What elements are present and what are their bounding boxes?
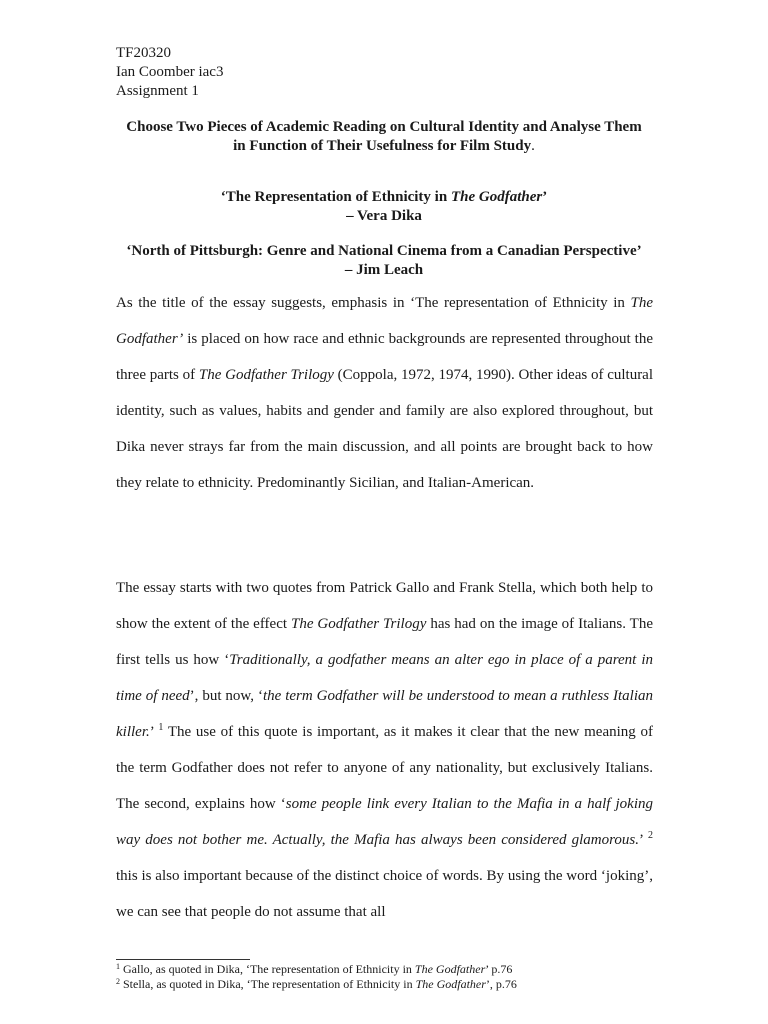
footnote-2: $^2$ Stella, as quoted in Dika, ‘The representation of Ethnicity in The Godfather’, p.76 <box>116 977 517 991</box>
reading-author: – Vera Dika <box>346 208 422 224</box>
footnote-ref-2[interactable]: 2 <box>648 830 653 841</box>
essay-title-line-2: in Function of Their Usefulness for Film Study. <box>233 138 535 154</box>
reading-title: ‘The Representation of Ethnicity in The Godfather’ <box>220 189 548 205</box>
body-paragraph-2: The essay starts with two quotes from Patrick Gallo and Frank Stella, which both help to show the extent of the effect The Godfather Trilogy has had on the image of Italians. The first tells us how ‘Traditionally, a godfather means an alter ego in place of a parent in time of need’, but now, ‘the term Godfather will be understood to mean a ruthless Italian killer.’ $^1$ The use of this quote is important, as it makes it clear that the new meaning of the term Godfather does not refer to anyone of any nationality, but exclusively Italians. The second, explains how ‘some people link every Italian to the Mafia in a half joking way does not bother me. Actually, the Mafia has always been considered glamorous.’ $^2$ this is also important because of the distinct choice of words. By using the word ‘joking’, we can see that people do not assume that all <box>116 580 654 920</box>
course-code: TF20320 <box>116 45 172 61</box>
author-name: Ian Coomber iac3 <box>116 64 224 80</box>
footnote-1: $^1$ Gallo, as quoted in Dika, ‘The representation of Ethnicity in The Godfather’ p.76 <box>116 962 513 976</box>
reading-reference-1 <box>100 188 668 226</box>
assignment-label: Assignment 1 <box>116 83 199 99</box>
body-paragraph-1: As the title of the essay suggests, emphasis in ‘The representation of Ethnicity in The Godfather’ is placed on how race and ethnic backgrounds are represented throughout the three parts of The Godfather Trilogy (Coppola, 1972, 1974, 1990). Other ideas of cultural identity, such as values, habits and gender and family are also explored throughout, but Dika never strays far from the main discussion, and all points are brought back to how they relate to ethnicity. Predominantly Sicilian, and Italian-American. <box>116 295 654 491</box>
reading-reference-2 <box>100 242 668 280</box>
footnotes <box>116 962 517 992</box>
essay-title <box>100 118 668 156</box>
document-header <box>116 44 223 101</box>
reading-title: ‘North of Pittsburgh: Genre and National Cinema from a Canadian Perspective’ <box>126 243 642 259</box>
essay-title-line-1: Choose Two Pieces of Academic Reading on Cultural Identity and Analyse Them <box>126 119 642 135</box>
footnote-divider <box>116 959 250 960</box>
reading-author: – Jim Leach <box>344 262 424 278</box>
footnote-ref-1[interactable]: 1 <box>158 722 164 733</box>
